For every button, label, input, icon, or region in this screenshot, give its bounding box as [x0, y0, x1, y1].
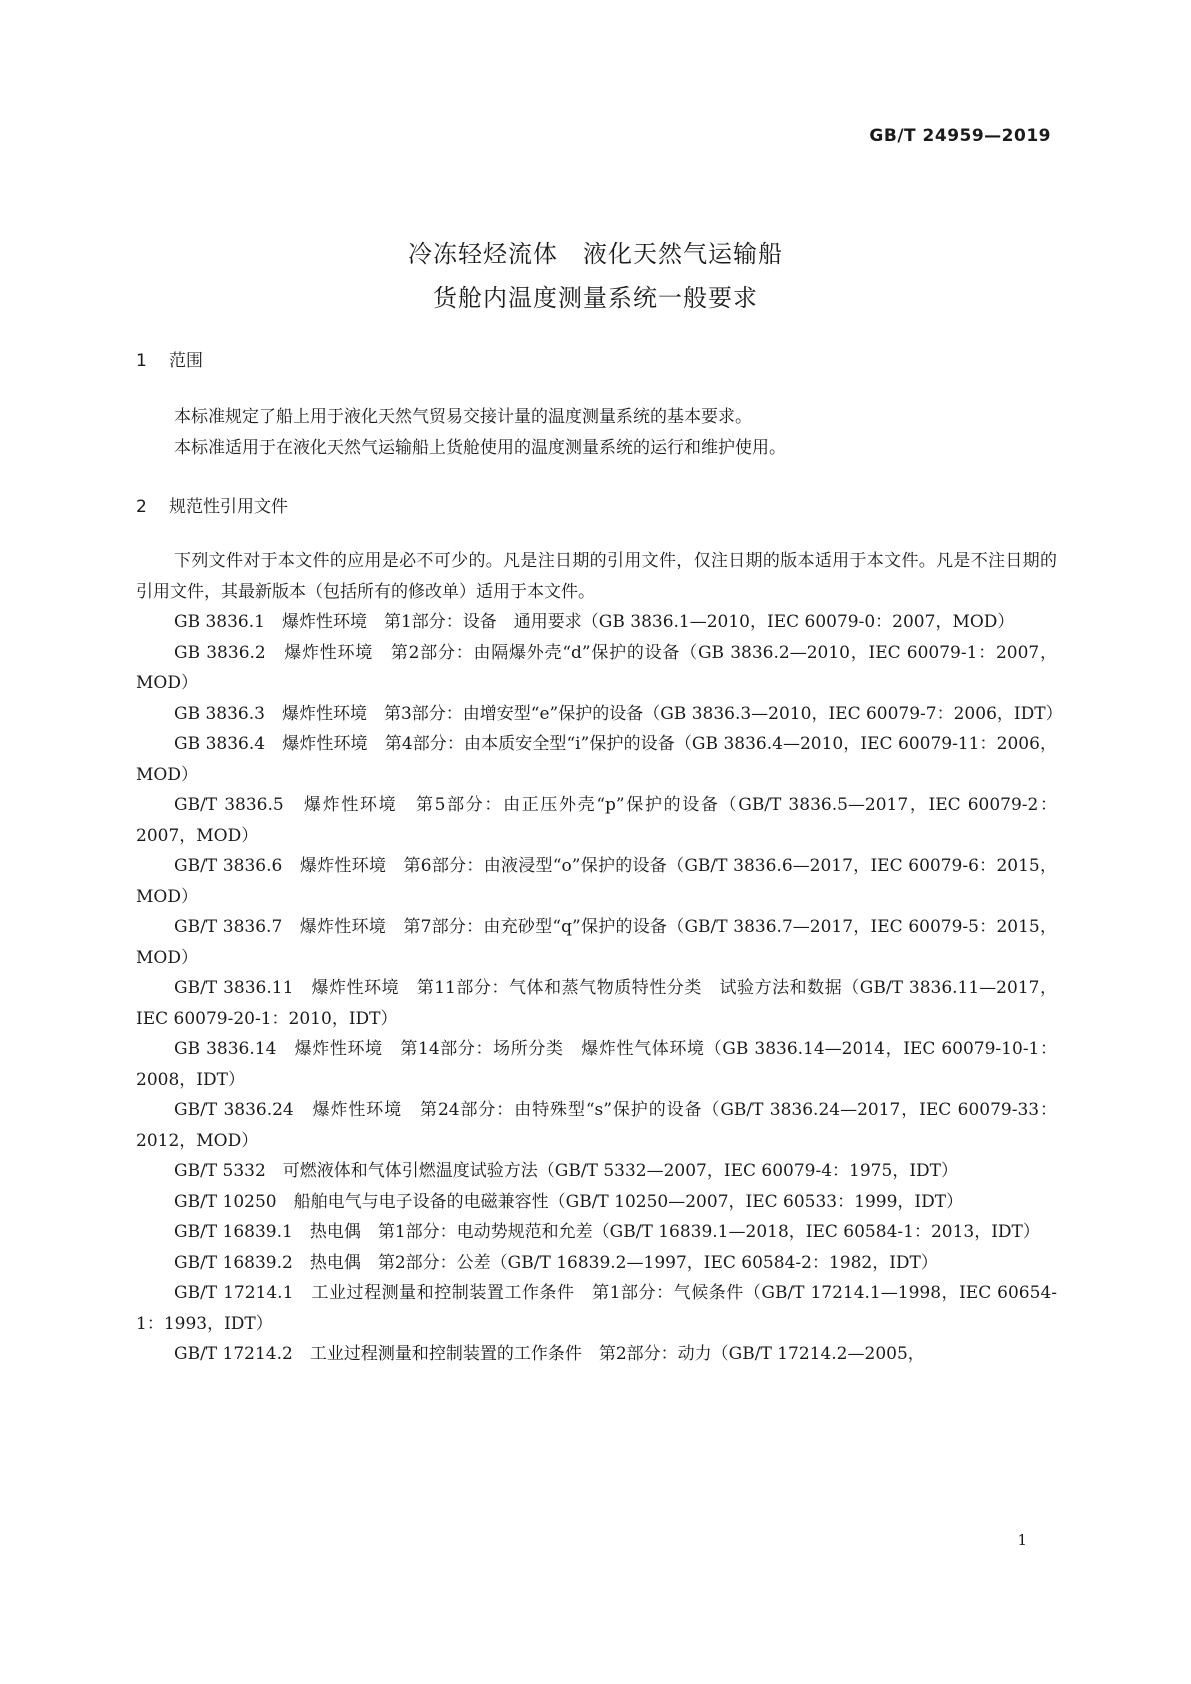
reference-entry: GB/T 16839.1 热电偶 第1部分：电动势规范和允差（GB/T 16839.1—2018，IEC 60584-1：2013，IDT）: [174, 1222, 1040, 1242]
reference-entry: GB/T 17214.1 工业过程测量和控制装置工作条件 第1部分：气候条件（GB/T 17214.1—1998，IEC 60654-1：1993，IDT）: [136, 1283, 1057, 1334]
reference-entry: GB/T 3836.7 爆炸性环境 第7部分：由充砂型“q”保护的设备（GB/T 3836.7—2017，IEC 60079-5：2015，MOD）: [136, 917, 1057, 968]
paragraph: 下列文件对于本文件的应用是必不可少的。凡是注日期的引用文件，仅注日期的版本适用于本文件。凡是不注日期的引用文件，其最新版本（包括所有的修改单）适用于本文件。: [136, 551, 1057, 602]
paragraph: 本标准规定了船上用于液化天然气贸易交接计量的温度测量系统的基本要求。: [174, 407, 752, 427]
paragraph: 本标准适用于在液化天然气运输船上货舱使用的温度测量系统的运行和维护使用。: [174, 437, 786, 458]
reference-entry: GB/T 5332 可燃液体和气体引燃温度试验方法（GB/T 5332—2007，IEC 60079-4：1975，IDT）: [174, 1161, 958, 1181]
section-title: 范围: [169, 351, 203, 371]
reference-entry: GB/T 3836.6 爆炸性环境 第6部分：由液浸型“o”保护的设备（GB/T 3836.6—2017，IEC 60079-6：2015，MOD）: [136, 856, 1057, 907]
reference-entry: GB 3836.4 爆炸性环境 第4部分：由本质安全型“i”保护的设备（GB 3836.4—2010，IEC 60079-11：2006，MOD）: [136, 734, 1057, 785]
title-line-1: 冷冻轻烃流体 液化天然气运输船: [408, 240, 783, 268]
section-heading-scope: [136, 346, 203, 371]
section-title: 规范性引用文件: [169, 497, 288, 517]
section-body-normative-references: [136, 546, 1063, 1370]
reference-entry: GB 3836.3 爆炸性环境 第3部分：由增安型“e”保护的设备（GB 3836.3—2010，IEC 60079-7：2006，IDT）: [174, 703, 1063, 724]
reference-entry: GB/T 3836.5 爆炸性环境 第5部分：由正压外壳“p”保护的设备（GB/T 3836.5—2017，IEC 60079-2：2007，MOD）: [136, 795, 1057, 846]
reference-entry: GB 3836.14 爆炸性环境 第14部分：场所分类 爆炸性气体环境（GB 3836.14—2014，IEC 60079-10-1：2008，IDT）: [136, 1039, 1057, 1090]
section-number: 1: [136, 351, 147, 371]
page-number: 1: [1017, 1531, 1027, 1549]
standard-number: GB/T 24959—2019: [869, 126, 1051, 146]
title-line-2: 货舱内温度测量系统一般要求: [433, 284, 758, 312]
reference-entry: GB/T 3836.11 爆炸性环境 第11部分：气体和蒸气物质特性分类 试验方法和数据（GB/T 3836.11—2017，IEC 60079-20-1：2010，IDT）: [136, 978, 1057, 1029]
reference-entry: GB/T 16839.2 热电偶 第2部分：公差（GB/T 16839.2—1997，IEC 60584-2：1982，IDT）: [174, 1252, 938, 1273]
reference-entry: GB 3836.2 爆炸性环境 第2部分：由隔爆外壳“d”保护的设备（GB 3836.2—2010，IEC 60079-1：2007，MOD）: [136, 642, 1057, 693]
section-number: 2: [136, 497, 147, 517]
document-title: [0, 232, 1191, 320]
reference-entry: GB/T 10250 船舶电气与电子设备的电磁兼容性（GB/T 10250—2007，IEC 60533：1999，IDT）: [174, 1191, 964, 1212]
section-heading-normative-references: [136, 492, 288, 517]
section-body-scope: [136, 402, 1057, 463]
reference-entry: GB/T 3836.24 爆炸性环境 第24部分：由特殊型“s”保护的设备（GB/T 3836.24—2017，IEC 60079-33：2012，MOD）: [136, 1100, 1057, 1151]
reference-entry: GB/T 17214.2 工业过程测量和控制装置的工作条件 第2部分：动力（GB/T 17214.2—2005，: [174, 1344, 925, 1364]
reference-entry: GB 3836.1 爆炸性环境 第1部分：设备 通用要求（GB 3836.1—2010，IEC 60079-0：2007，MOD）: [174, 612, 1015, 632]
